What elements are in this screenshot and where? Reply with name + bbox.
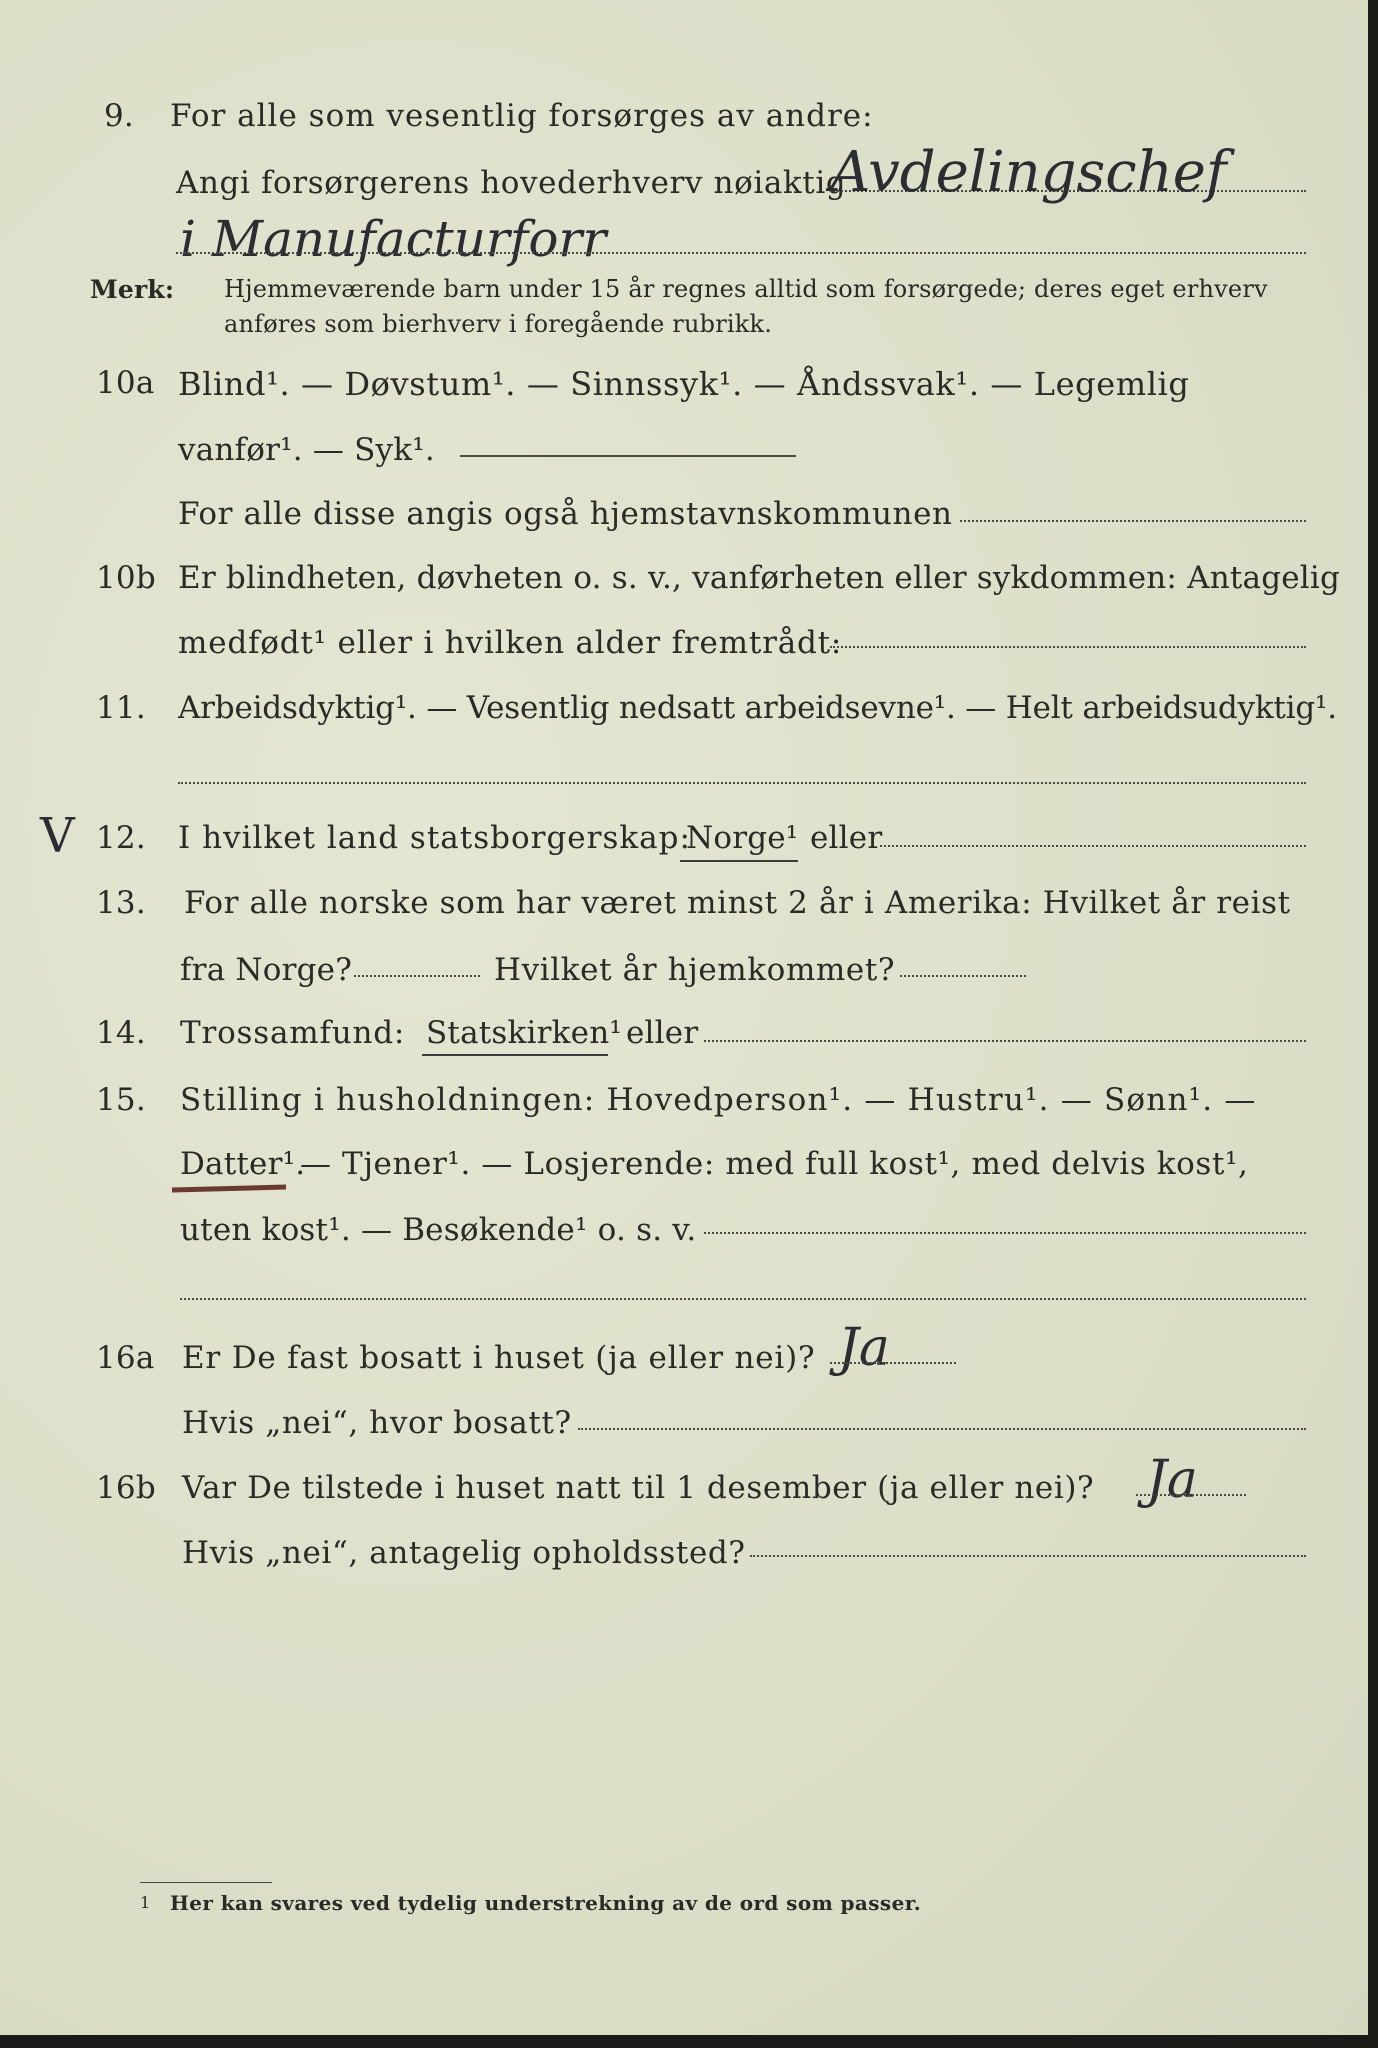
merk-line2: anføres som bierhverv i foregående rubrikk. <box>224 310 773 338</box>
q11-number: 11. <box>96 690 146 726</box>
q16b-line2: Hvis „nei“, antagelig opholdssted? <box>182 1535 746 1571</box>
q14-prefix: Trossamfund: <box>180 1015 406 1051</box>
q11-answer-line <box>178 782 1306 784</box>
q10a-line3: For alle disse angis også hjemstavnskommunen <box>178 496 953 532</box>
q10a-number: 10a <box>96 365 155 401</box>
q10b-number: 10b <box>96 560 156 596</box>
q9-answer-line2 <box>176 252 1306 254</box>
q12-answer-line <box>880 845 1306 847</box>
q12-underlined-answer: Norge¹ <box>686 820 799 856</box>
q15-line2: — Tjener¹. — Losjerende: med full kost¹, med delvis kost¹, <box>300 1146 1249 1182</box>
q9-line2: Angi forsørgerens hovederhverv nøiaktig <box>176 165 847 201</box>
merk-line1: Hjemmeværende barn under 15 år regnes alltid som forsørgede; deres eget erhverv <box>224 275 1268 303</box>
q16a-bosatt-line <box>578 1428 1306 1430</box>
q16b-line1: Var De tilstede i huset natt til 1 desember (ja eller nei)? <box>182 1470 1095 1506</box>
q11-line1: Arbeidsdyktig¹. — Vesentlig nedsatt arbeidsevne¹. — Helt arbeidsudyktig¹. <box>178 690 1337 726</box>
q14-answer-line <box>704 1040 1306 1042</box>
q12-underline-mark <box>680 860 798 862</box>
q14-underlined-answer: Statskirken¹ <box>426 1015 622 1051</box>
q10b-line1: Er blindheten, døvheten o. s. v., vanførheten eller sykdommen: Antagelig <box>178 560 1341 596</box>
q16b-handwritten-answer: Ja <box>1146 1450 1198 1510</box>
q12-number: 12. <box>96 820 146 856</box>
q9-line1: For alle som vesentlig forsørges av andre: <box>170 98 874 134</box>
q10a-line2: vanfør¹. — Syk¹. <box>178 432 435 468</box>
q14-number: 14. <box>96 1015 146 1051</box>
q16b-number: 16b <box>96 1470 156 1506</box>
q15-answer-line2 <box>180 1298 1306 1300</box>
q10a-hjemstavn-line <box>960 520 1306 522</box>
q15-underlined-answer: Datter¹. <box>180 1146 306 1182</box>
q9-handwritten-answer1: Avdelingschef <box>830 140 1227 205</box>
merk-label: Merk: <box>90 275 175 304</box>
q16a-handwritten-answer: Ja <box>838 1318 890 1378</box>
q16b-opholdssted-line <box>750 1555 1306 1557</box>
footnote-mark: 1 <box>140 1893 151 1912</box>
q16a-answer-line <box>830 1362 956 1364</box>
q9-number: 9. <box>104 98 134 134</box>
q15-datter-underline-mark <box>172 1185 286 1193</box>
q15-line1: Stilling i husholdningen: Hovedperson¹. — Hustru¹. — Sønn¹. — <box>180 1082 1257 1118</box>
footnote-text: Her kan svares ved tydelig understrekning av de ord som passer. <box>170 1891 922 1915</box>
q13-number: 13. <box>96 885 146 921</box>
q10a-answer-line <box>460 455 796 457</box>
q15-number: 15. <box>96 1082 146 1118</box>
q12-prefix: I hvilket land statsborgerskap: <box>178 820 691 856</box>
q13-line2b: Hvilket år hjemkommet? <box>494 952 896 988</box>
q14-underline-mark <box>422 1054 608 1056</box>
q16a-number: 16a <box>96 1340 155 1376</box>
q10a-line1: Blind¹. — Døvstum¹. — Sinnssyk¹. — Åndssvak¹. — Legemlig <box>178 365 1190 403</box>
q15-line3: uten kost¹. — Besøkende¹ o. s. v. <box>180 1212 697 1248</box>
q12-suffix: eller <box>810 820 883 856</box>
check-mark-icon: V <box>40 808 75 864</box>
q13-hjemkommet-line <box>900 975 1026 977</box>
q13-line2a: fra Norge? <box>180 952 353 988</box>
q10b-answer-line <box>830 646 1306 648</box>
footnote-rule <box>140 1882 272 1883</box>
q13-line1: For alle norske som har været minst 2 år i Amerika: Hvilket år reist <box>184 885 1291 921</box>
q9-handwritten-answer2: i Manufacturforr <box>180 210 607 268</box>
q10b-line2: medfødt¹ eller i hvilken alder fremtrådt: <box>178 625 843 661</box>
q16a-line1: Er De fast bosatt i huset (ja eller nei)? <box>182 1340 816 1376</box>
q15-answer-line1 <box>704 1232 1306 1234</box>
q16a-line2: Hvis „nei“, hvor bosatt? <box>182 1405 572 1441</box>
q13-reist-line <box>354 975 480 977</box>
q16b-answer-line <box>1136 1494 1246 1496</box>
q14-suffix: eller <box>626 1015 699 1051</box>
